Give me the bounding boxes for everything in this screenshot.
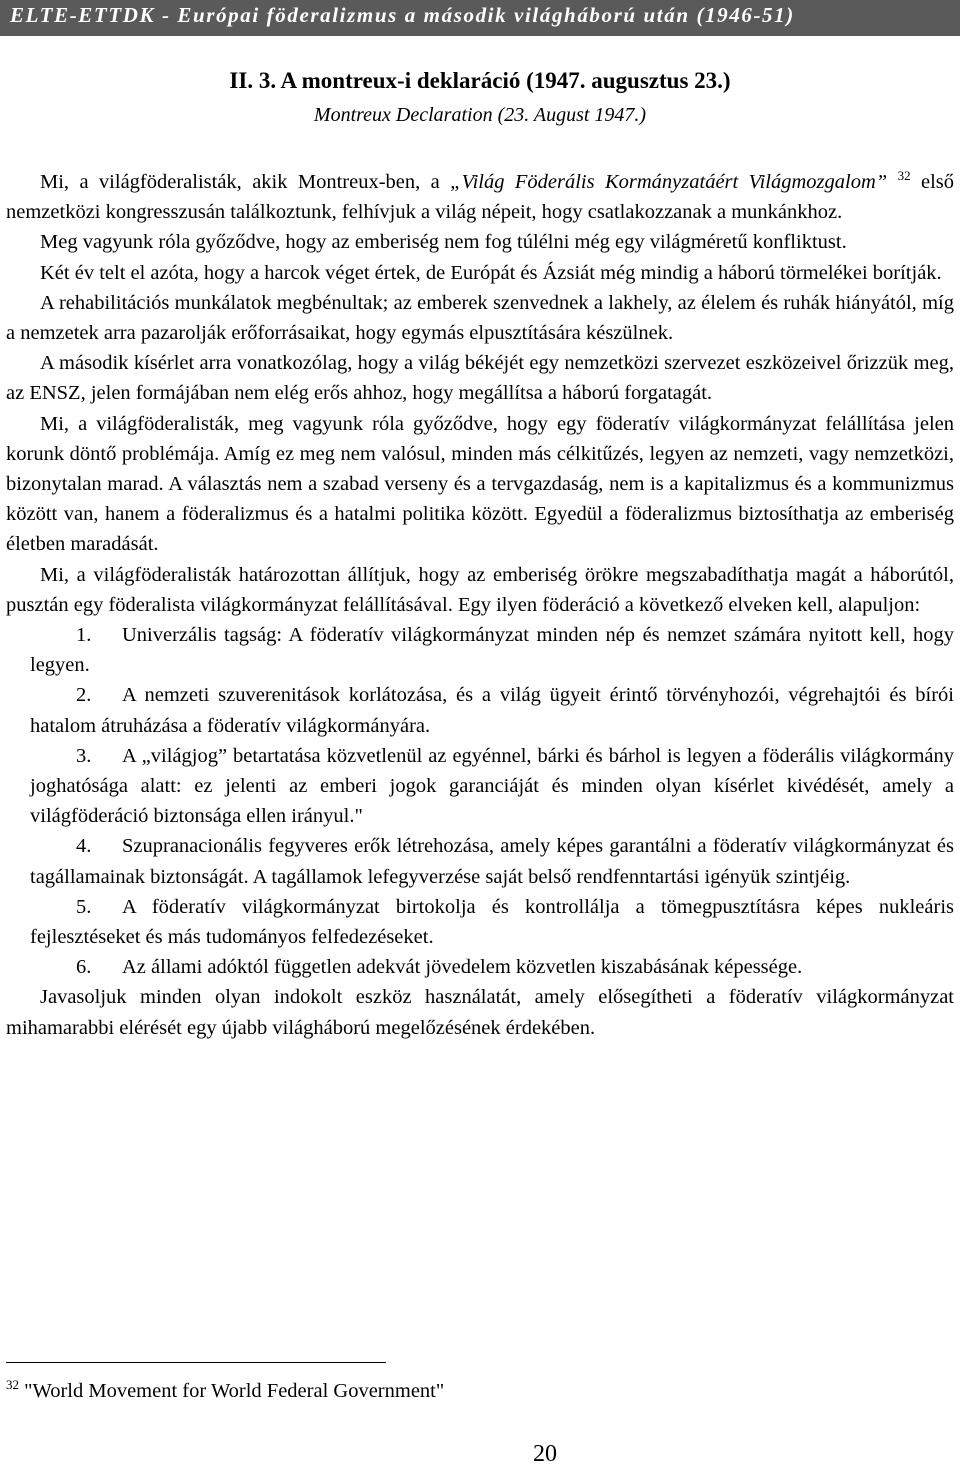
principle-item bbox=[6, 620, 954, 680]
movement-name: „Világ Föderális Kormányzatáért Világmozgalom” bbox=[450, 171, 888, 193]
section-title: II. 3. A montreux-i deklaráció (1947. augusztus 23.) bbox=[229, 68, 731, 93]
paragraph: A rehabilitációs munkálatok megbénultak; az emberek szenvednek a lakhely, az élelem és ruhák hiányától, míg a nemzetek arra pazarolják erőforrásaikat, hogy egymás elpusztítására készülnek. bbox=[6, 291, 954, 345]
paragraph: Meg vagyunk róla győződve, hogy az emberiség nem fog túlélni még egy világméretű konfliktust. bbox=[40, 231, 847, 254]
principle-item bbox=[6, 831, 954, 891]
closing-paragraph: Javasoljuk minden olyan indokolt eszköz használatát, amely elősegítheti a föderatív világkormányzat mihamarabbi elérését egy újabb világháború megelőzésének érdekében. bbox=[6, 986, 954, 1039]
principle-item bbox=[6, 952, 954, 982]
intro-text-b: első nemzetközi kongresszusán találkoztunk, felhívjuk a világ népeit, hogy csatlakozzanak a munkánkhoz. bbox=[6, 171, 954, 224]
principle-text: Az állami adóktól független adekvát jövedelem közvetlen kiszabásának képessége. bbox=[122, 956, 803, 979]
principle-text: Univerzális tagság: A föderatív világkormányzat minden nép és nemzet számára nyitott kell, hogy legyen. bbox=[30, 624, 954, 677]
principle-item bbox=[6, 680, 954, 740]
footnote-reference: 32 bbox=[897, 168, 911, 183]
running-header-title: ELTE-ETTDK - Európai föderalizmus a második világháború után (1946-51) bbox=[10, 3, 795, 27]
principle-text: Szupranacionális fegyveres erők létrehozása, amely képes garantálni a föderatív világkormányzat és tagállamainak biztonságát. A tagállamok lefegyverzése saját belső rendfenntartási igényük szintjéig. bbox=[30, 835, 954, 888]
principle-number: 2. bbox=[76, 684, 92, 707]
paragraph: Mi, a világföderalisták határozottan állítjuk, hogy az emberiség örökre megszabadíthatja magát a háborútól, pusztán egy föderalista világkormányzat felállításával. Egy ilyen föderáció a következő elveken kell, alapuljon: bbox=[6, 563, 954, 616]
paragraph-intro bbox=[6, 167, 954, 227]
paragraph: A második kísérlet arra vonatkozólag, hogy a világ békéjét egy nemzetközi szervezet eszközeivel őrizzük meg, az ENSZ, jelen formájában nem elég erős ahhoz, hogy megállítsa a háború forgatagát. bbox=[6, 352, 954, 405]
principle-text: A nemzeti szuverenitások korlátozása, és a világ ügyeit érintő törvényhozói, végrehajtói és bírói hatalom átruházása a föderatív világkormányára. bbox=[30, 684, 954, 737]
footnote-text: "World Movement for World Federal Government" bbox=[24, 1380, 445, 1402]
principle-text: A „világjog” betartatása közvetlenül az egyénnel, bárki és bárhol is legyen a föderális világkormány joghatósága alatt: ez jelenti az emberi jogok garanciáját és minden olyan kísérlet kivédését, amely a világföderáció biztonsága ellen irányul." bbox=[30, 744, 954, 828]
principle-item bbox=[6, 892, 954, 952]
running-header-band bbox=[0, 0, 960, 36]
paragraph: Mi, a világföderalisták, meg vagyunk róla győződve, hogy egy föderatív világkormányzat felállítása jelen korunk döntő problémája. Amíg ez meg nem valósul, minden más célkitűzés, legyen az nemzeti, vagy nemzetközi, bizonytalan marad. A választás nem a szabad verseny és a tervgazdaság, nem is a kapitalizmus és a kommunizmus között van, hanem a föderalizmus és a hatalmi politika között. Egyedül a föderalizmus biztosíthatja az emberiség életben maradását. bbox=[6, 412, 954, 556]
principle-item bbox=[6, 741, 954, 832]
principle-number: 1. bbox=[76, 624, 92, 647]
page-number: 20 bbox=[533, 1441, 557, 1467]
footnote-number: 32 bbox=[6, 1377, 19, 1392]
section-subtitle: Montreux Declaration (23. August 1947.) bbox=[313, 104, 647, 126]
principle-text: A föderatív világkormányzat birtokolja és kontrollálja a tömegpusztításra képes nukleáris fejlesztéseket és más tudományos felfedezéseket. bbox=[30, 895, 954, 949]
paragraph: Két év telt el azóta, hogy a harcok véget értek, de Európát és Ázsiát még mindig a háború törmelékei borítják. bbox=[40, 261, 942, 284]
principle-number: 4. bbox=[76, 835, 92, 858]
footnote bbox=[6, 1376, 444, 1406]
principle-number: 6. bbox=[76, 956, 92, 979]
declaration-body bbox=[6, 167, 954, 1043]
principle-number: 3. bbox=[76, 744, 92, 767]
footnote-separator bbox=[6, 1362, 386, 1363]
principle-number: 5. bbox=[76, 895, 92, 918]
intro-text-a: Mi, a világföderalisták, akik Montreux-ben, a bbox=[40, 171, 451, 193]
